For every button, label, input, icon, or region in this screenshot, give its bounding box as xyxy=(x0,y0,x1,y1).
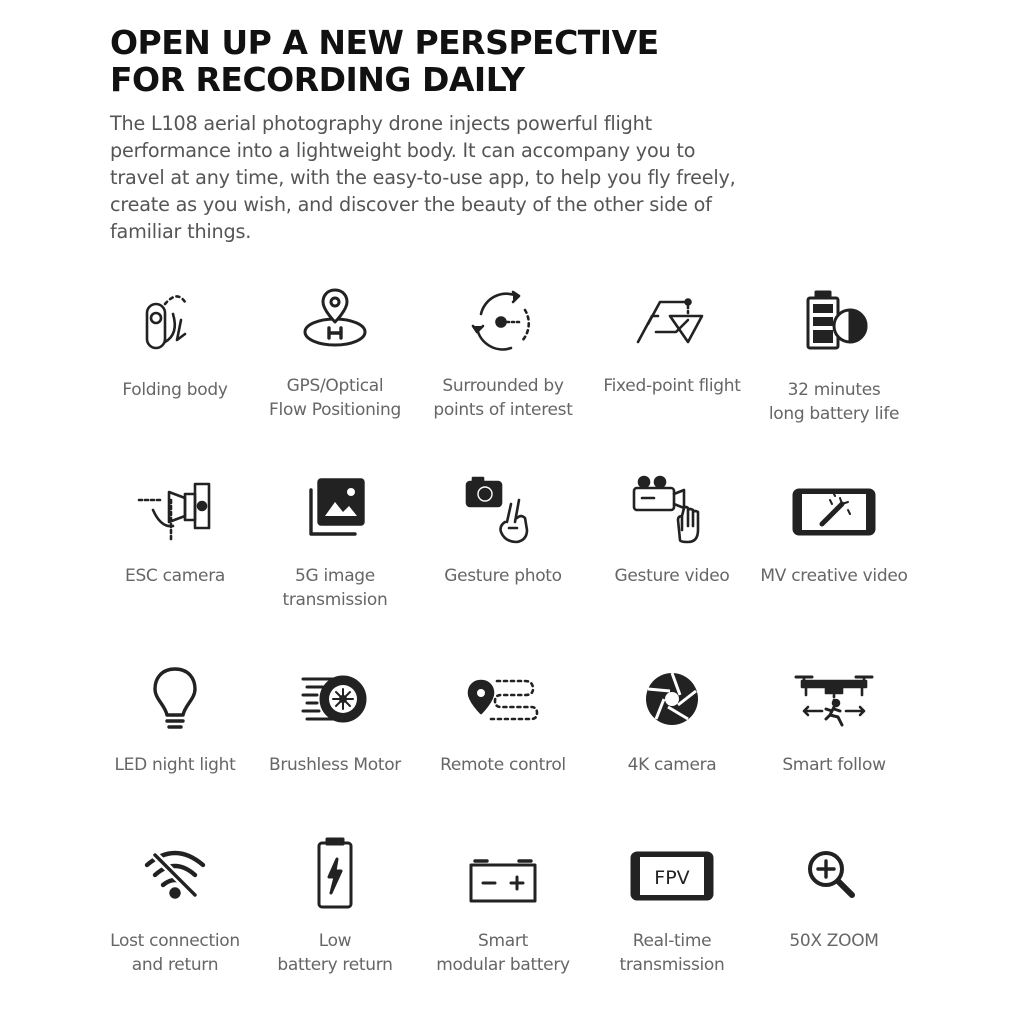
gesture-video-icon xyxy=(630,470,714,554)
feature-label: Fixed-point flight xyxy=(603,376,741,396)
image-gallery-icon xyxy=(293,470,377,554)
battery-timer-icon xyxy=(792,284,876,368)
feature-label: Real-time transmission xyxy=(619,931,725,975)
feature-label: 4K camera xyxy=(627,755,717,775)
feature-label: Low battery return xyxy=(277,931,393,975)
esc-camera-icon xyxy=(133,470,217,554)
low-battery-icon xyxy=(293,835,377,919)
feature-smart-follow xyxy=(753,655,915,835)
feature-grid xyxy=(95,280,915,1000)
feature-label: 5G image transmission xyxy=(282,566,388,610)
intro-line-2: performance into a lightweight body. It can accompany you to xyxy=(110,139,696,162)
feature-label: 50X ZOOM xyxy=(789,931,879,951)
feature-5g-transmission xyxy=(255,470,415,655)
headline-line-1: OPEN UP A NEW PERSPECTIVE xyxy=(110,23,659,62)
feature-label: Smart follow xyxy=(782,755,886,775)
feature-zoom xyxy=(753,835,915,1000)
modular-battery-icon xyxy=(461,835,545,919)
intro-line-4: create as you wish, and discover the beauty of the other side of xyxy=(110,193,712,216)
intro-line-1: The L108 aerial photography drone injects powerful flight xyxy=(110,112,652,135)
feature-folding-body xyxy=(95,280,255,470)
fpv-screen-text: FPV xyxy=(654,867,690,889)
feature-label: ESC camera xyxy=(125,566,225,586)
feature-label: Gesture photo xyxy=(444,566,562,586)
aperture-icon xyxy=(630,659,714,743)
feature-label: LED night light xyxy=(114,755,236,775)
gps-location-icon xyxy=(293,280,377,364)
feature-label: Folding body xyxy=(122,380,228,400)
feature-gps-optical xyxy=(255,280,415,470)
feature-fixed-point xyxy=(591,280,753,470)
feature-label: Lost connection and return xyxy=(110,931,240,975)
feature-battery-life xyxy=(753,280,915,470)
feature-brushless-motor xyxy=(255,655,415,835)
feature-label: Smart modular battery xyxy=(436,931,570,975)
zoom-in-icon xyxy=(792,835,876,919)
light-bulb-icon xyxy=(133,659,217,743)
wifi-off-icon xyxy=(133,835,217,919)
feature-esc-camera xyxy=(95,470,255,655)
feature-label: Remote control xyxy=(440,755,566,775)
feature-low-battery xyxy=(255,835,415,1000)
intro-paragraph xyxy=(110,110,740,245)
feature-realtime-transmission xyxy=(591,835,753,1000)
feature-lost-connection xyxy=(95,835,255,1000)
feature-modular-battery xyxy=(415,835,591,1000)
folding-body-icon xyxy=(133,284,217,368)
gesture-photo-icon xyxy=(461,470,545,554)
headline-line-2: FOR RECORDING DAILY xyxy=(110,60,525,99)
orbit-icon xyxy=(461,280,545,364)
feature-label: MV creative video xyxy=(760,566,908,586)
mv-creative-video-icon xyxy=(792,470,876,554)
page-headline xyxy=(110,24,730,98)
feature-gesture-video xyxy=(591,470,753,655)
feature-label: Brushless Motor xyxy=(269,755,401,775)
feature-label: Gesture video xyxy=(614,566,730,586)
fixed-point-flight-icon xyxy=(630,280,714,364)
feature-orbit xyxy=(415,280,591,470)
feature-label: Surrounded by points of interest xyxy=(433,376,573,420)
feature-remote-control xyxy=(415,655,591,835)
fpv-screen-icon xyxy=(630,835,714,919)
brushless-motor-icon xyxy=(293,659,377,743)
smart-follow-drone-icon xyxy=(792,659,876,743)
route-map-icon xyxy=(461,659,545,743)
feature-4k-camera xyxy=(591,655,753,835)
feature-label: GPS/Optical Flow Positioning xyxy=(269,376,401,420)
intro-line-3: travel at any time, with the easy-to-use app, to help you fly freely, xyxy=(110,166,736,189)
feature-led-light xyxy=(95,655,255,835)
intro-line-5: familiar things. xyxy=(110,220,252,243)
feature-mv-video xyxy=(753,470,915,655)
feature-gesture-photo xyxy=(415,470,591,655)
feature-label: 32 minutes long battery life xyxy=(768,380,900,424)
